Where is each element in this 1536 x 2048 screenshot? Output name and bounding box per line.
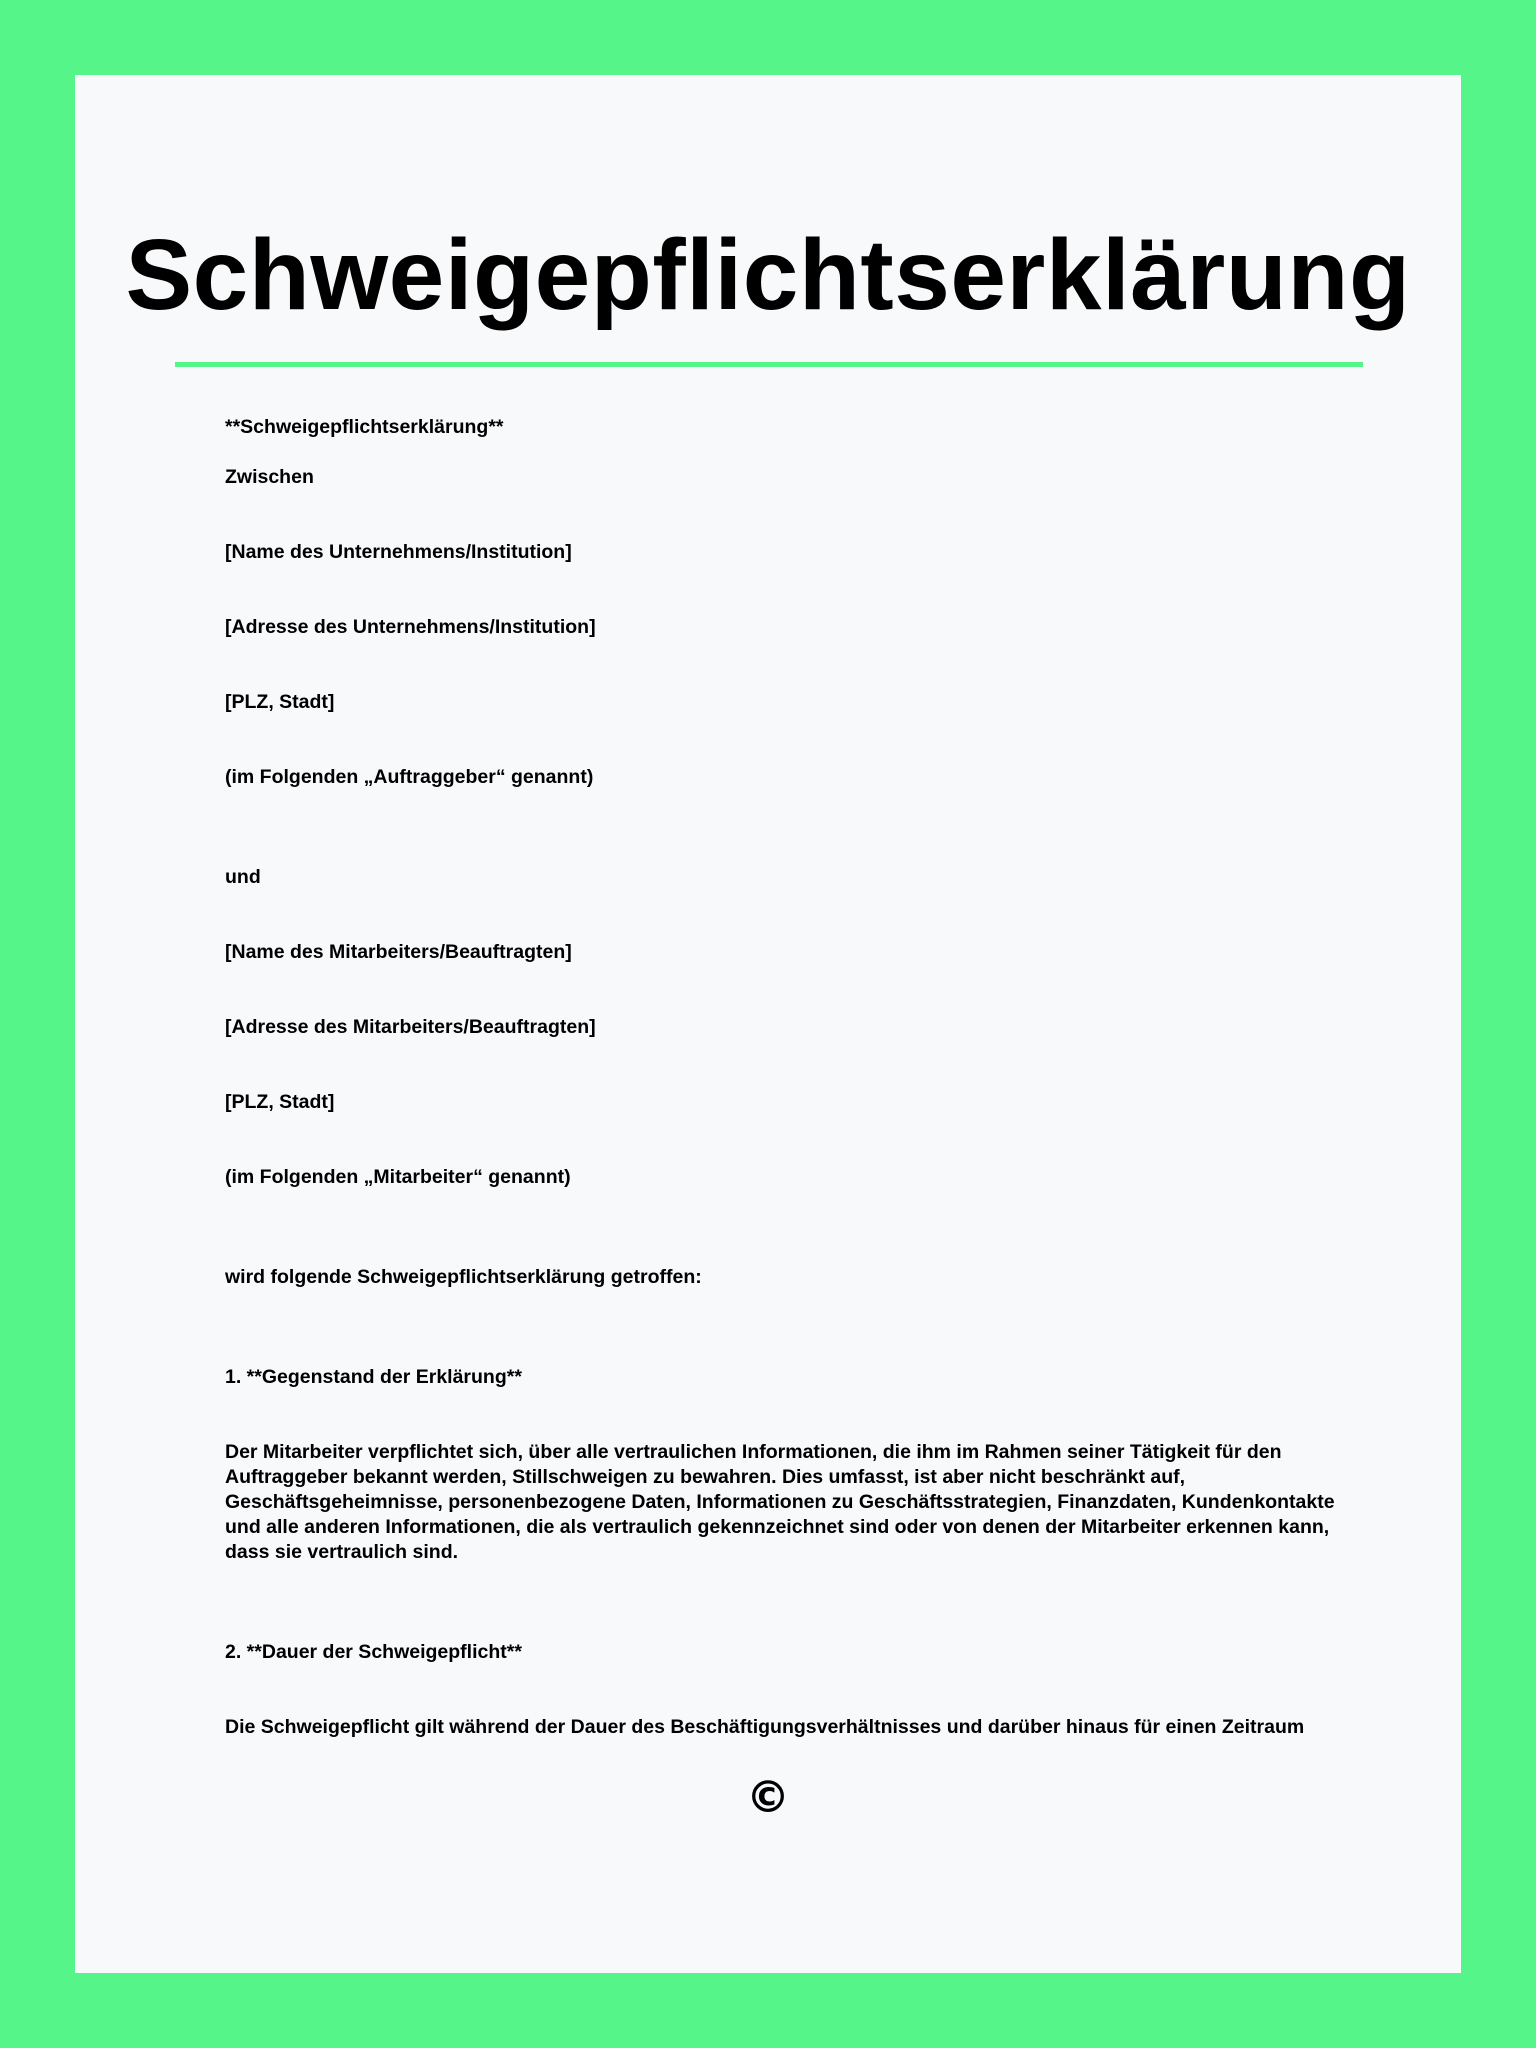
section-2-heading: 2. **Dauer der Schweigepflicht** xyxy=(225,1641,522,1663)
employee-address-placeholder: [Adresse des Mitarbeiters/Beauftragten] xyxy=(225,1016,596,1038)
copyright-icon: © xyxy=(746,1772,790,1823)
company-city-placeholder: [PLZ, Stadt] xyxy=(225,691,335,713)
and-line: und xyxy=(225,866,261,888)
employee-city-placeholder: [PLZ, Stadt] xyxy=(225,1091,335,1113)
company-address-placeholder: [Adresse des Unternehmens/Institution] xyxy=(225,616,596,638)
employee-name-placeholder: [Name des Mitarbeiters/Beauftragten] xyxy=(225,941,572,963)
section-1-heading: 1. **Gegenstand der Erklärung** xyxy=(225,1366,522,1388)
title-divider xyxy=(175,362,1363,367)
company-alias-line: (im Folgenden „Auftraggeber“ genannt) xyxy=(225,766,594,788)
section-1-paragraph: Der Mitarbeiter verpflichtet sich, über alle vertraulichen Informationen, die ihm im Rahmen seiner Tätigkeit für den Auftraggeber bekannt werden, Stillschweigen zu bewahren. Dies umfasst, ist aber nicht beschränkt auf, Geschäftsgeheimnisse, personenbezogene Daten, Informationen zu Geschäftsstrategien, Finanzdaten, Kundenkontakte und alle anderen Informationen, die als vertraulich gekennzeichnet sind oder von denen der Mitarbeiter erkennen kann, dass sie vertraulich sind. xyxy=(225,1441,1335,1563)
document-title: Schweigepflichtserklärung xyxy=(125,219,1411,331)
section-2-paragraph: Die Schweigepflicht gilt während der Dauer des Beschäftigungsverhältnisses und darüber hinaus für einen Zeitraum xyxy=(225,1716,1305,1738)
heading-markdown-line: **Schweigepflichtserklärung** xyxy=(225,416,504,438)
company-name-placeholder: [Name des Unternehmens/Institution] xyxy=(225,541,572,563)
employee-alias-line: (im Folgenden „Mitarbeiter“ genannt) xyxy=(225,1166,571,1188)
intro-line: wird folgende Schweigepflichtserklärung getroffen: xyxy=(225,1266,702,1288)
between-line: Zwischen xyxy=(225,466,314,488)
